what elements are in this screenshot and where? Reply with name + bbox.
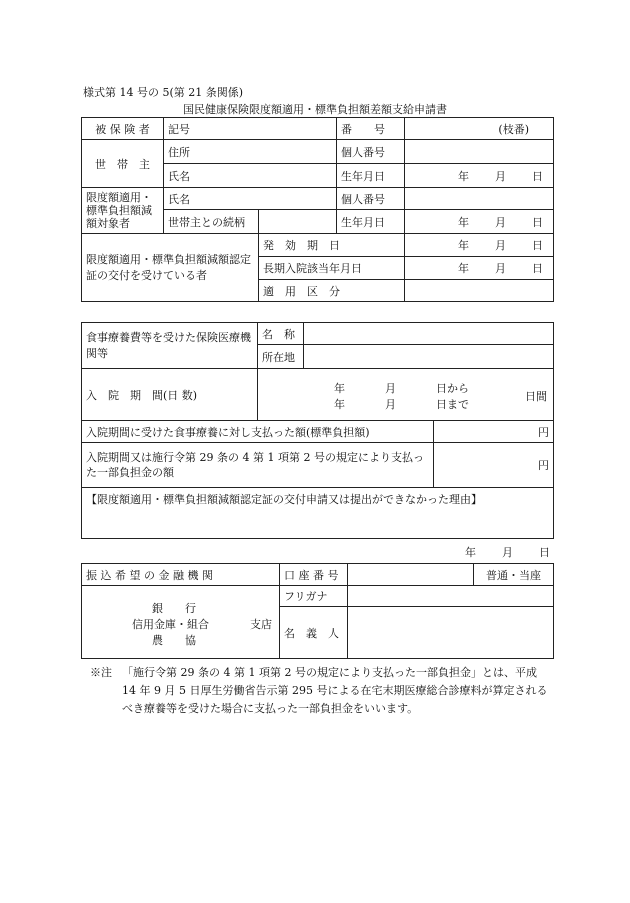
month-label: 月 [495, 215, 507, 229]
birthdate-label: 生年月日 [337, 164, 405, 188]
year-label: 年 [458, 169, 470, 183]
relationship-field[interactable] [259, 210, 337, 234]
month-label: 月 [495, 169, 507, 183]
account-type-select[interactable] [474, 564, 554, 586]
from-day-label: 日から [436, 382, 469, 395]
yen-label: 円 [538, 459, 549, 472]
day-label: 日 [532, 169, 544, 183]
target-name-field[interactable] [164, 188, 337, 210]
effective-date-label: 発 効 期 日 [259, 234, 405, 257]
form-title: 国民健康保険限度額適用・標準負担額差額支給申請書 [183, 103, 447, 116]
cert-issued-label: 限度額適用・標準負担額減額認定証の交付を受けている者 [82, 234, 259, 302]
inst-name-label: 名 称 [258, 323, 304, 345]
target-name-label: 氏名 [168, 192, 190, 206]
account-no-label: 口 座 番 号 [280, 564, 348, 586]
from-year-label: 年 [334, 382, 345, 395]
date-day-label: 日 [539, 546, 550, 559]
address-label: 住所 [168, 145, 190, 159]
note-line-1: 「施行令第 29 条の 4 第 1 項第 2 号の規定により支払った一部負担金」とは、平成 [122, 666, 537, 679]
paid-partial-label: 入院期間又は施行令第 29 条の 4 第 1 項第 2 号の規定により支払った一部負担金の額 [82, 443, 434, 488]
kigo-label: 記号 [168, 122, 190, 136]
date-year-label: 年 [465, 546, 476, 559]
target-person-label: 限度額適用・標準負担額減額対象者 [82, 188, 164, 234]
long-term-date-label: 長期入院該当年月日 [259, 257, 405, 280]
date-month-label: 月 [502, 546, 513, 559]
head-name-field[interactable] [164, 164, 337, 188]
note-mark: ※注 [90, 666, 112, 679]
year-label: 年 [458, 239, 470, 252]
household-head-label: 世 帯 主 [82, 140, 164, 188]
kigo-cell[interactable] [164, 118, 337, 140]
year-label: 年 [458, 262, 470, 275]
form-number: 様式第 14 号の 5(第 21 条関係) [83, 86, 244, 99]
relationship-label: 世帯主との続柄 [164, 210, 259, 234]
target-personal-number-label: 個人番号 [337, 188, 405, 210]
edaban-label: (枝番) [498, 122, 530, 136]
hospitalization-label: 入 院 期 間(日 数) [82, 369, 258, 421]
reason-label: 【限度額適用・標準負担額減額認定証の交付申請又は提出ができなかった理由】 [86, 493, 482, 506]
note-line-3: べき療養等を受けた場合に支払った一部負担金をいいます。 [122, 702, 419, 715]
category-field[interactable] [405, 280, 554, 302]
day-label: 日 [532, 239, 544, 252]
inst-location-field[interactable] [304, 345, 554, 369]
days-label: 日間 [525, 390, 547, 403]
personal-number-label: 個人番号 [337, 140, 405, 164]
month-label: 月 [495, 239, 507, 252]
hospital-table [81, 322, 554, 539]
yen-label: 円 [538, 425, 549, 439]
agri-option-label: 農 協 [152, 634, 196, 647]
bank-option-label: 銀 行 [152, 602, 196, 615]
furigana-field[interactable] [348, 586, 554, 607]
bank-table [81, 563, 554, 659]
month-label: 月 [495, 262, 507, 275]
insured-label: 被 保 険 者 [82, 118, 164, 140]
to-year-label: 年 [334, 398, 345, 411]
date-line [465, 544, 550, 560]
target-birthdate-label: 生年月日 [337, 210, 405, 234]
day-label: 日 [532, 215, 544, 229]
target-personal-number-field[interactable] [405, 188, 554, 210]
name-label: 氏名 [168, 169, 190, 183]
head-personal-number-field[interactable] [405, 140, 554, 164]
holder-field[interactable] [348, 607, 554, 659]
bango-field[interactable] [405, 118, 554, 140]
branch-label: 支店 [250, 618, 272, 631]
from-month-label: 月 [385, 382, 396, 395]
holder-label: 名 義 人 [280, 607, 348, 659]
reason-field[interactable] [82, 488, 554, 539]
account-no-field[interactable] [348, 564, 474, 586]
paid-meal-label: 入院期間に受けた食事療養に対し支払った額(標準負担額) [82, 421, 434, 443]
year-label: 年 [458, 215, 470, 229]
address-field[interactable] [164, 140, 337, 164]
furigana-label: フリガナ [280, 586, 348, 607]
inst-name-field[interactable] [304, 323, 554, 345]
bank-label: 振 込 希 望 の 金 融 機 関 [82, 564, 280, 586]
paid-partial-field[interactable] [434, 443, 554, 488]
target-birthdate-field[interactable] [405, 210, 554, 234]
hospitalization-field[interactable] [258, 369, 554, 421]
category-label: 適 用 区 分 [259, 280, 405, 302]
to-day-label: 日まで [436, 398, 469, 411]
long-term-date-field[interactable] [405, 257, 554, 280]
note-line-2: 14 年 9 月 5 日厚生労働省告示第 295 号による在宅末期医療総合診療料が算定される [122, 684, 548, 697]
applicant-table [81, 117, 554, 302]
head-birthdate-field[interactable] [405, 164, 554, 188]
credit-union-option-label: 信用金庫・組合 [132, 618, 209, 631]
bank-name-field[interactable] [82, 586, 280, 659]
account-type-label: 普通・当座 [486, 568, 541, 582]
to-month-label: 月 [385, 398, 396, 411]
paid-meal-field[interactable] [434, 421, 554, 443]
effective-date-field[interactable] [405, 234, 554, 257]
inst-location-label: 所在地 [258, 345, 304, 369]
day-label: 日 [532, 262, 544, 275]
bango-label: 番 号 [337, 118, 405, 140]
institution-label: 食事療養費等を受けた保険医療機関等 [82, 323, 258, 369]
